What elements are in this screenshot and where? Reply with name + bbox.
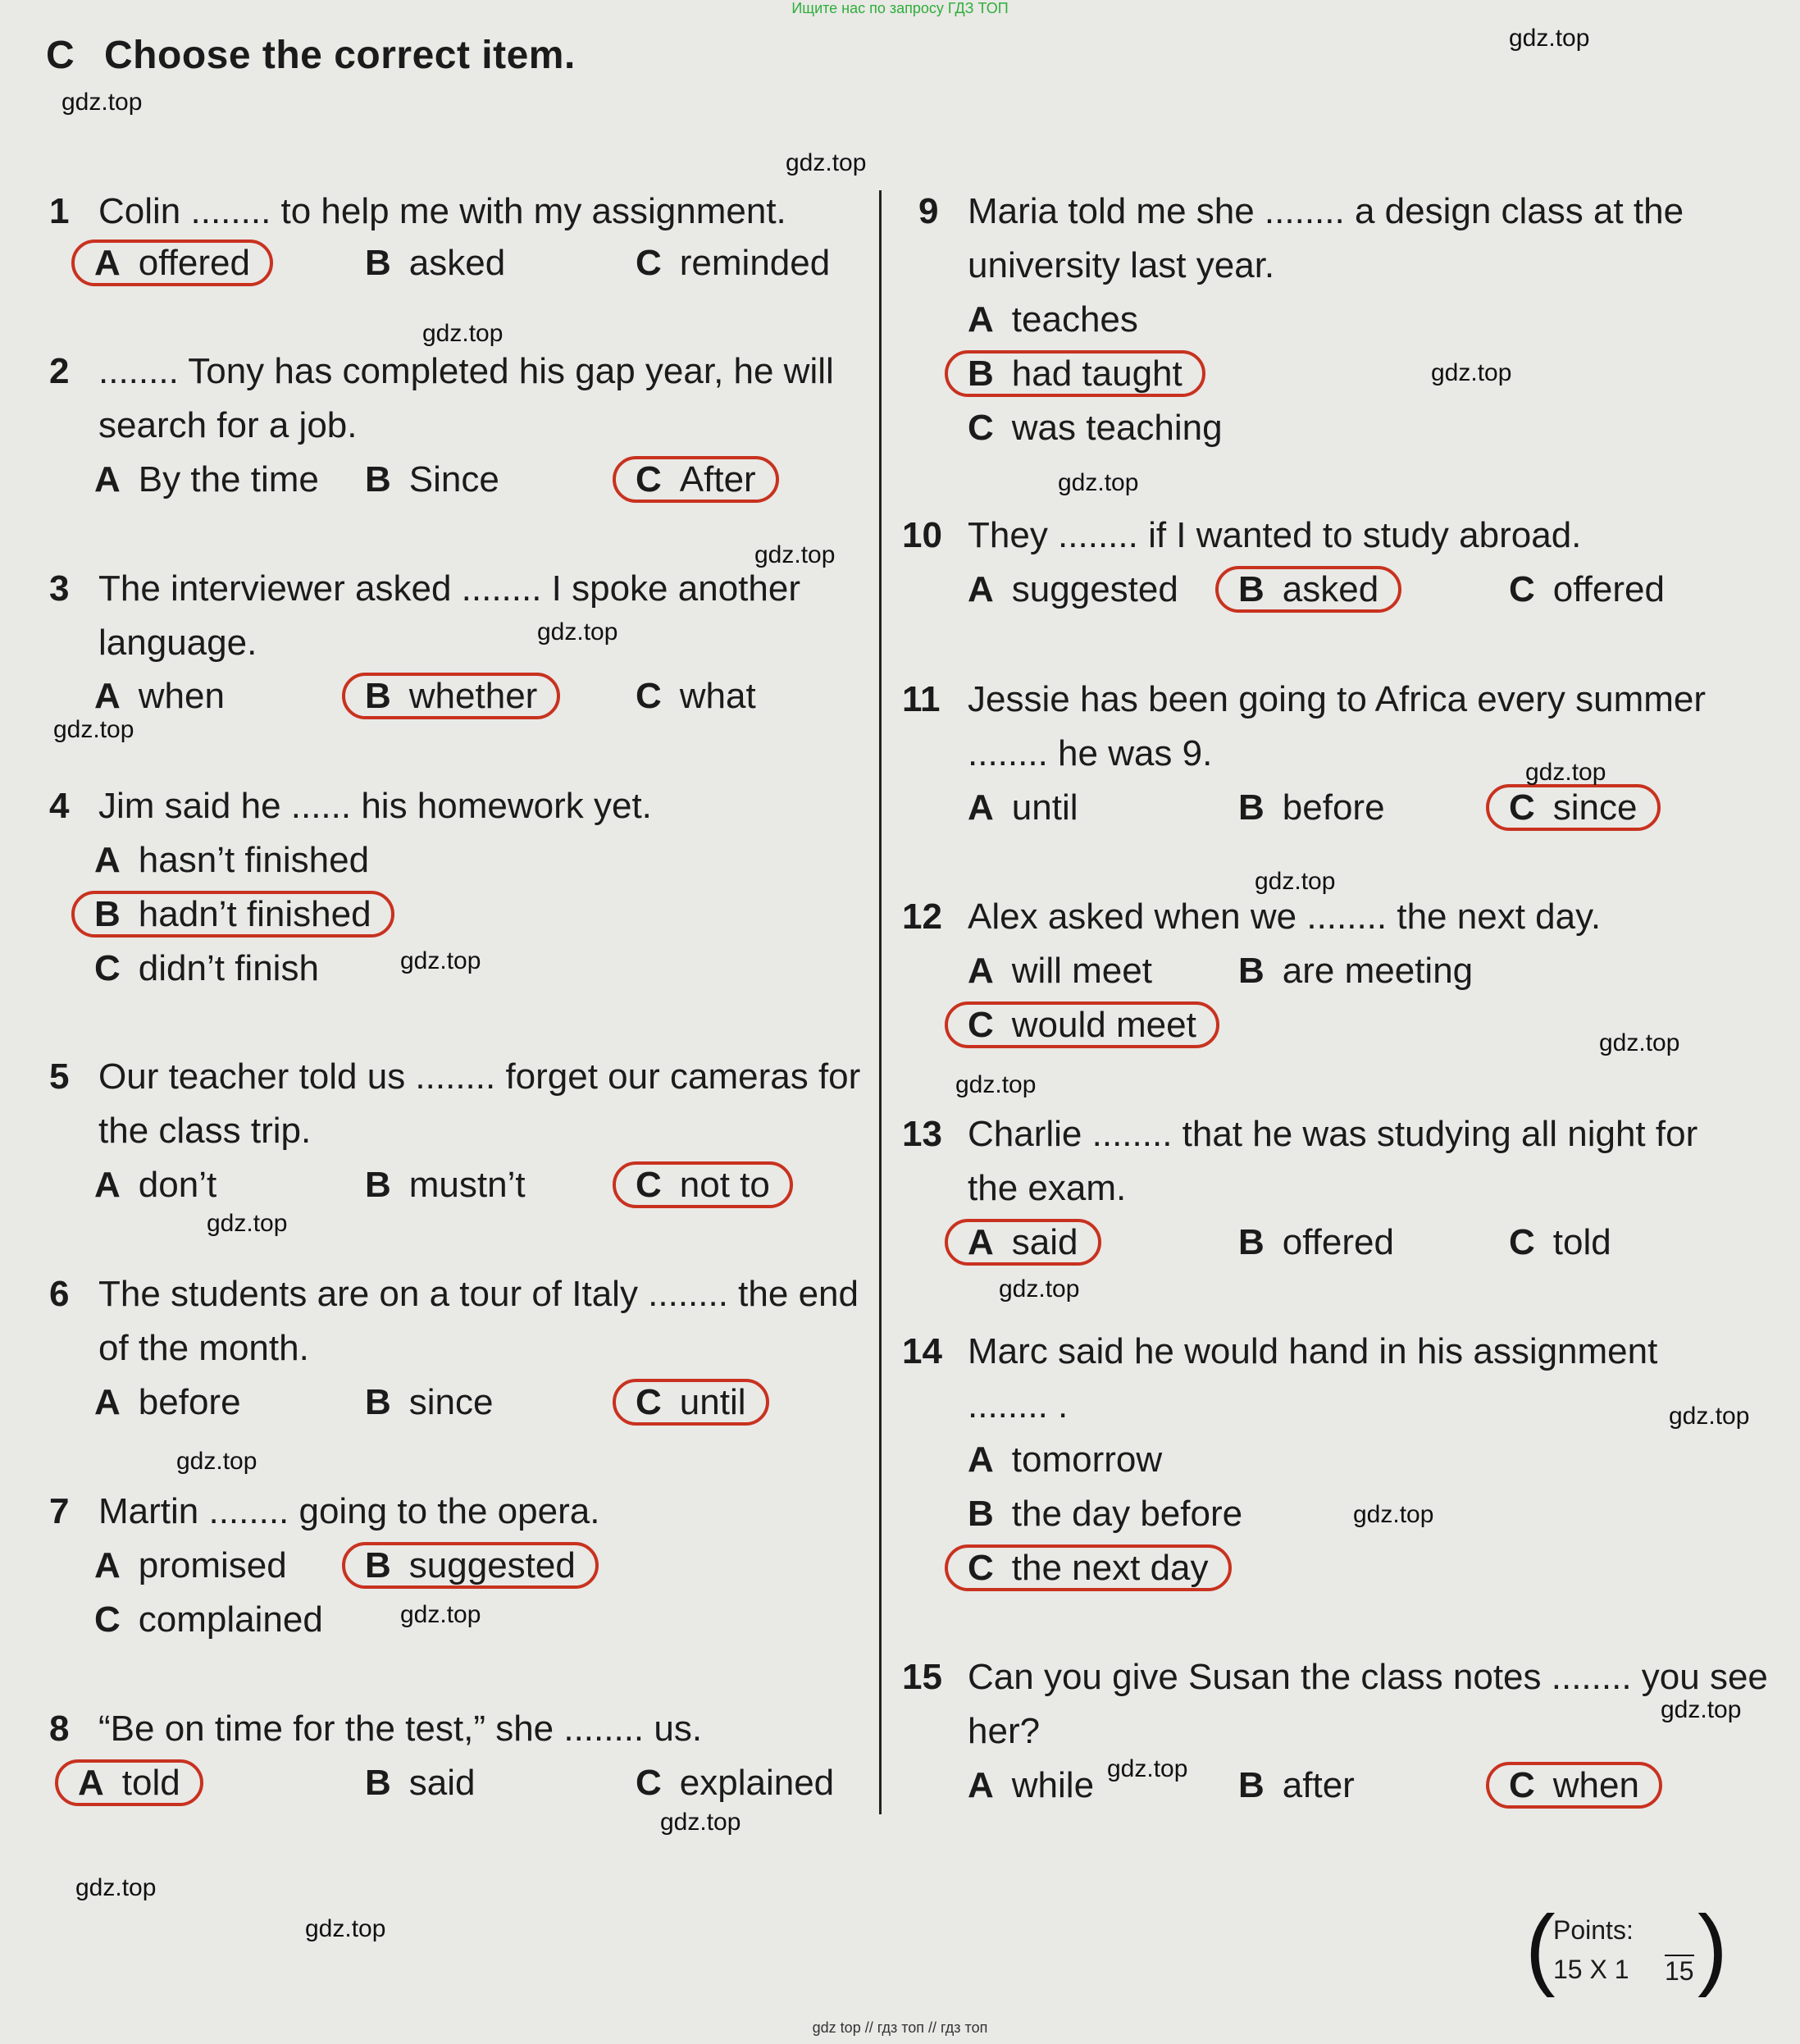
option-text: when <box>1552 1765 1639 1805</box>
option-body <box>1509 569 1665 609</box>
option-text: since <box>408 1382 494 1422</box>
option-4-c[interactable] <box>94 942 319 996</box>
watermark-text: gdz.top <box>53 716 134 743</box>
option-text: whether <box>408 676 538 716</box>
option-2-c[interactable] <box>636 453 779 507</box>
option-body <box>365 1165 526 1205</box>
option-letter: B <box>365 1165 391 1205</box>
option-12-a[interactable] <box>968 944 1152 998</box>
question-stem-line: the exam. <box>968 1168 1127 1208</box>
watermark-text: gdz.top <box>1661 1696 1742 1723</box>
option-letter: B <box>1238 569 1265 609</box>
option-body <box>365 1382 494 1422</box>
option-5-a[interactable] <box>94 1158 216 1212</box>
question-number: 10 <box>902 515 942 555</box>
option-body <box>94 459 319 500</box>
watermark-text: gdz.top <box>999 1275 1080 1303</box>
option-text: before <box>138 1382 241 1422</box>
option-body <box>1238 1222 1394 1262</box>
question-stem-line: Maria told me she ........ a design class at the <box>968 191 1684 231</box>
option-text: are meeting <box>1282 951 1474 991</box>
question-stem-line: Can you give Susan the class notes ........ you see <box>968 1657 1768 1697</box>
watermark-text: gdz.top <box>62 89 143 116</box>
option-body <box>968 408 1223 448</box>
question-number: 12 <box>902 897 942 937</box>
option-letter: A <box>94 1165 121 1205</box>
answer-circle <box>613 456 779 503</box>
option-body <box>365 1763 476 1803</box>
option-body <box>968 299 1138 340</box>
option-text: until <box>679 1382 746 1422</box>
option-text: teaches <box>1011 299 1138 340</box>
option-text: offered <box>1282 1222 1394 1262</box>
option-text: offered <box>1552 569 1665 609</box>
option-13-a[interactable] <box>968 1216 1101 1270</box>
option-9-b[interactable] <box>968 347 1205 401</box>
question-stem <box>98 344 834 453</box>
answer-circle <box>1486 1762 1662 1809</box>
option-text: After <box>679 459 756 500</box>
watermark-text: gdz.top <box>1107 1755 1188 1782</box>
option-11-a[interactable] <box>968 781 1078 835</box>
option-letter: C <box>636 243 662 283</box>
watermark-text: gdz.top <box>537 618 618 646</box>
option-14-b[interactable] <box>968 1487 1242 1541</box>
question-number: 15 <box>902 1657 942 1697</box>
answer-circle <box>342 673 560 719</box>
question-stem <box>968 1107 1697 1216</box>
option-12-c[interactable] <box>968 998 1219 1052</box>
option-2-b[interactable] <box>365 453 499 507</box>
option-text: will meet <box>1011 951 1152 991</box>
option-9-a[interactable] <box>968 293 1138 347</box>
option-letter: A <box>94 676 121 716</box>
question-stem <box>98 1702 702 1756</box>
option-letter: C <box>968 1005 994 1045</box>
answer-circle <box>945 1219 1101 1266</box>
column-divider <box>879 190 882 1814</box>
left-paren-glyph: ( <box>1525 1897 1556 1998</box>
question-stem <box>98 779 652 833</box>
option-letter: A <box>78 1763 104 1803</box>
option-letter: A <box>968 1765 994 1805</box>
question-number: 13 <box>902 1114 942 1154</box>
option-14-c[interactable] <box>968 1541 1232 1595</box>
top-search-note: Ищите нас по запросу ГДЗ ТОП <box>791 0 1009 16</box>
option-5-c[interactable] <box>636 1158 793 1212</box>
option-1-a[interactable] <box>94 236 273 290</box>
option-letter: C <box>636 1763 662 1803</box>
option-body <box>365 243 505 283</box>
option-text: asked <box>1282 569 1379 609</box>
option-8-c[interactable] <box>636 1756 834 1810</box>
watermark-text: gdz.top <box>176 1448 257 1475</box>
option-7-b[interactable] <box>365 1539 599 1593</box>
question-stem-line: Jim said he ...... his homework yet. <box>98 786 652 826</box>
option-2-a[interactable] <box>94 453 319 507</box>
option-letter: B <box>365 459 391 500</box>
option-text: would meet <box>1011 1005 1196 1045</box>
question-stem-line: university last year. <box>968 245 1275 285</box>
option-11-b[interactable] <box>1238 781 1385 835</box>
option-text: didn’t finish <box>138 948 319 988</box>
option-text: said <box>408 1763 476 1803</box>
question-stem-line: Jessie has been going to Africa every summer <box>968 679 1707 719</box>
option-text: what <box>679 676 756 716</box>
option-letter: A <box>94 840 121 880</box>
option-text: was teaching <box>1011 408 1223 448</box>
question-number: 7 <box>49 1491 70 1531</box>
question-stem-line: of the month. <box>98 1328 309 1368</box>
option-letter: C <box>636 1165 662 1205</box>
option-body <box>968 1494 1242 1534</box>
question-stem-line: ........ he was 9. <box>968 733 1213 773</box>
question-number: 4 <box>49 786 70 826</box>
question-stem-line: The students are on a tour of Italy ........ the end <box>98 1274 859 1314</box>
option-letter: A <box>968 951 994 991</box>
option-body <box>94 1165 216 1205</box>
question-stem <box>968 509 1581 563</box>
question-stem-line: ........ . <box>968 1385 1069 1426</box>
option-14-a[interactable] <box>968 1433 1162 1487</box>
option-letter: C <box>1509 787 1535 828</box>
option-15-c[interactable] <box>1509 1759 1662 1813</box>
option-body <box>1238 951 1473 991</box>
option-text: suggested <box>408 1545 576 1585</box>
question-stem <box>968 890 1601 944</box>
option-letter: C <box>94 1599 121 1640</box>
watermark-text: gdz.top <box>660 1809 741 1836</box>
question-number: 2 <box>49 351 70 391</box>
option-13-b[interactable] <box>1238 1216 1394 1270</box>
watermark-text: gdz.top <box>75 1874 157 1901</box>
option-1-c[interactable] <box>636 236 830 290</box>
option-body <box>1238 787 1385 828</box>
answer-circle <box>945 350 1205 397</box>
question-stem-line: “Be on time for the test,” she ........ us. <box>98 1709 703 1749</box>
question-stem-line: Martin ........ going to the opera. <box>98 1491 600 1531</box>
option-text: told <box>1552 1222 1611 1262</box>
option-body <box>968 1439 1162 1480</box>
option-11-c[interactable] <box>1509 781 1661 835</box>
option-letter: A <box>968 1222 994 1262</box>
section-heading <box>46 33 576 78</box>
option-letter: C <box>968 408 994 448</box>
option-text: promised <box>138 1545 287 1585</box>
watermark-text: gdz.top <box>1353 1501 1434 1528</box>
option-body <box>94 840 369 880</box>
option-body <box>968 1765 1094 1805</box>
option-3-c[interactable] <box>636 669 756 723</box>
option-1-b[interactable] <box>365 236 505 290</box>
points-factor: 15 X 1 <box>1553 1955 1629 1984</box>
option-body <box>365 459 499 500</box>
option-text: until <box>1011 787 1078 828</box>
option-text: hasn’t finished <box>138 840 370 880</box>
watermark-text: gdz.top <box>207 1210 288 1237</box>
option-text: complained <box>138 1599 323 1640</box>
option-10-a[interactable] <box>968 563 1178 617</box>
bottom-note: gdz top // гдз топ // гдз топ <box>812 2019 988 2036</box>
option-3-b[interactable] <box>365 669 560 723</box>
option-text: before <box>1282 787 1385 828</box>
watermark-text: gdz.top <box>400 947 481 974</box>
option-body <box>94 948 319 988</box>
option-13-c[interactable] <box>1509 1216 1611 1270</box>
option-letter: A <box>94 459 121 500</box>
option-letter: B <box>1238 1765 1265 1805</box>
answer-circle <box>342 1542 599 1589</box>
option-6-c[interactable] <box>636 1376 769 1430</box>
option-text: the day before <box>1011 1494 1243 1534</box>
right-paren-glyph: ) <box>1697 1897 1728 1998</box>
option-text: said <box>1011 1222 1078 1262</box>
question-number: 9 <box>918 191 939 231</box>
option-body <box>968 787 1078 828</box>
option-text: had taught <box>1011 354 1183 394</box>
option-5-b[interactable] <box>365 1158 526 1212</box>
option-body <box>636 1763 834 1803</box>
option-letter: B <box>365 676 391 716</box>
option-letter: B <box>365 1545 391 1585</box>
answer-circle <box>1215 566 1401 613</box>
question-number: 8 <box>49 1709 70 1749</box>
option-letter: C <box>1509 1222 1535 1262</box>
watermark-text: gdz.top <box>1058 469 1139 496</box>
question-stem <box>98 1050 860 1158</box>
option-letter: B <box>365 243 391 283</box>
option-letter: C <box>1509 569 1535 609</box>
option-text: hadn’t finished <box>138 894 371 934</box>
option-letter: C <box>636 1382 662 1422</box>
option-6-a[interactable] <box>94 1376 241 1430</box>
option-letter: A <box>968 1439 994 1480</box>
option-body <box>94 1382 241 1422</box>
option-7-c[interactable] <box>94 1593 323 1647</box>
option-letter: A <box>968 569 994 609</box>
option-letter: A <box>94 1382 121 1422</box>
option-text: told <box>121 1763 180 1803</box>
option-letter: A <box>94 243 121 283</box>
points-label: Points: <box>1553 1915 1634 1945</box>
option-text: since <box>1552 787 1638 828</box>
option-10-c[interactable] <box>1509 563 1665 617</box>
option-4-b[interactable] <box>94 887 394 942</box>
question-number: 11 <box>902 679 941 719</box>
watermark-text: gdz.top <box>1525 759 1606 786</box>
question-stem-line: Alex asked when we ........ the next day. <box>968 897 1602 937</box>
option-12-b[interactable] <box>1238 944 1473 998</box>
option-letter: A <box>968 299 994 340</box>
option-letter: B <box>1238 787 1265 828</box>
option-letter: B <box>1238 1222 1265 1262</box>
option-text: Since <box>408 459 499 500</box>
option-letter: A <box>968 787 994 828</box>
watermark-text: gdz.top <box>754 541 836 568</box>
question-stem <box>968 1650 1768 1759</box>
watermark-text: gdz.top <box>1669 1403 1750 1430</box>
watermark-text: gdz.top <box>955 1071 1037 1098</box>
watermark-text: gdz.top <box>1509 25 1590 52</box>
option-text: asked <box>408 243 506 283</box>
question-number: 6 <box>49 1274 70 1314</box>
question-stem-line: ........ Tony has completed his gap year, he will <box>98 351 834 391</box>
question-stem <box>98 185 786 239</box>
option-letter: B <box>94 894 121 934</box>
question-number: 14 <box>902 1331 942 1371</box>
question-number: 3 <box>49 568 70 609</box>
question-stem <box>98 1267 859 1376</box>
option-body <box>968 951 1152 991</box>
option-letter: C <box>968 1548 994 1588</box>
question-stem-line: the class trip. <box>98 1111 312 1151</box>
option-body <box>636 243 830 283</box>
option-8-a[interactable] <box>78 1756 203 1810</box>
option-letter: C <box>636 676 662 716</box>
option-7-a[interactable] <box>94 1539 287 1593</box>
option-8-b[interactable] <box>365 1756 476 1810</box>
question-number: 5 <box>49 1056 70 1097</box>
option-letter: B <box>968 354 994 394</box>
option-text: don’t <box>138 1165 217 1205</box>
option-text: after <box>1282 1765 1355 1805</box>
question-stem-line: language. <box>98 623 257 663</box>
option-letter: A <box>94 1545 121 1585</box>
option-body <box>94 1599 323 1640</box>
option-body <box>636 676 756 716</box>
question-stem-line: Our teacher told us ........ forget our cameras for <box>98 1056 861 1097</box>
section-letter: C <box>46 34 75 77</box>
option-body <box>1509 1222 1611 1262</box>
question-stem-line: The interviewer asked ........ I spoke another <box>98 568 800 609</box>
option-10-b[interactable] <box>1238 563 1401 617</box>
option-letter: C <box>1509 1765 1535 1805</box>
watermark-text: gdz.top <box>305 1915 386 1942</box>
option-letter: C <box>636 459 662 500</box>
option-text: while <box>1011 1765 1095 1805</box>
option-letter: B <box>365 1763 391 1803</box>
option-body <box>94 1545 287 1585</box>
watermark-text: gdz.top <box>1599 1029 1680 1056</box>
option-text: tomorrow <box>1011 1439 1163 1480</box>
option-body <box>1238 1765 1355 1805</box>
option-text: explained <box>679 1763 835 1803</box>
question-stem-line: They ........ if I wanted to study abroad. <box>968 515 1582 555</box>
option-9-c[interactable] <box>968 401 1223 455</box>
answer-circle <box>613 1379 769 1426</box>
option-6-b[interactable] <box>365 1376 494 1430</box>
question-stem <box>98 1485 599 1539</box>
answer-circle <box>945 1544 1232 1591</box>
question-stem-line: Marc said he would hand in his assignment <box>968 1331 1658 1371</box>
option-text: suggested <box>1011 569 1178 609</box>
question-stem-line: Charlie ........ that he was studying all night for <box>968 1114 1698 1154</box>
answer-circle <box>945 1001 1219 1048</box>
watermark-text: gdz.top <box>400 1601 481 1628</box>
watermark-text: gdz.top <box>786 149 867 176</box>
watermark-text: gdz.top <box>1255 868 1336 895</box>
option-body <box>968 569 1178 609</box>
answer-circle <box>71 240 273 286</box>
question-stem-line: Colin ........ to help me with my assignment. <box>98 191 786 231</box>
option-letter: B <box>365 1382 391 1422</box>
option-text: not to <box>679 1165 770 1205</box>
question-stem <box>98 562 800 670</box>
answer-circle <box>71 891 394 938</box>
option-text: when <box>138 676 225 716</box>
option-15-a[interactable] <box>968 1759 1094 1813</box>
points-total: 15 <box>1665 1956 1694 1986</box>
points-box <box>1525 1897 1728 2005</box>
watermark-text: gdz.top <box>1431 359 1512 386</box>
option-letter: B <box>968 1494 994 1534</box>
watermark-text: gdz.top <box>422 320 504 347</box>
option-text: the next day <box>1011 1548 1209 1588</box>
question-number: 1 <box>49 191 70 231</box>
question-stem-line: her? <box>968 1711 1041 1751</box>
answer-circle <box>1486 784 1661 831</box>
question-stem <box>968 185 1684 293</box>
option-text: mustn’t <box>408 1165 526 1205</box>
option-letter: B <box>1238 951 1265 991</box>
option-15-b[interactable] <box>1238 1759 1355 1813</box>
option-body <box>94 676 225 716</box>
option-text: By the time <box>138 459 319 500</box>
answer-circle <box>613 1161 793 1208</box>
option-text: offered <box>138 243 250 283</box>
option-text: reminded <box>679 243 831 283</box>
option-letter: C <box>94 948 121 988</box>
answer-circle <box>55 1759 203 1806</box>
option-4-a[interactable] <box>94 833 369 887</box>
question-stem <box>968 1325 1657 1433</box>
section-title: Choose the correct item. <box>104 34 576 77</box>
question-stem-line: search for a job. <box>98 405 358 445</box>
